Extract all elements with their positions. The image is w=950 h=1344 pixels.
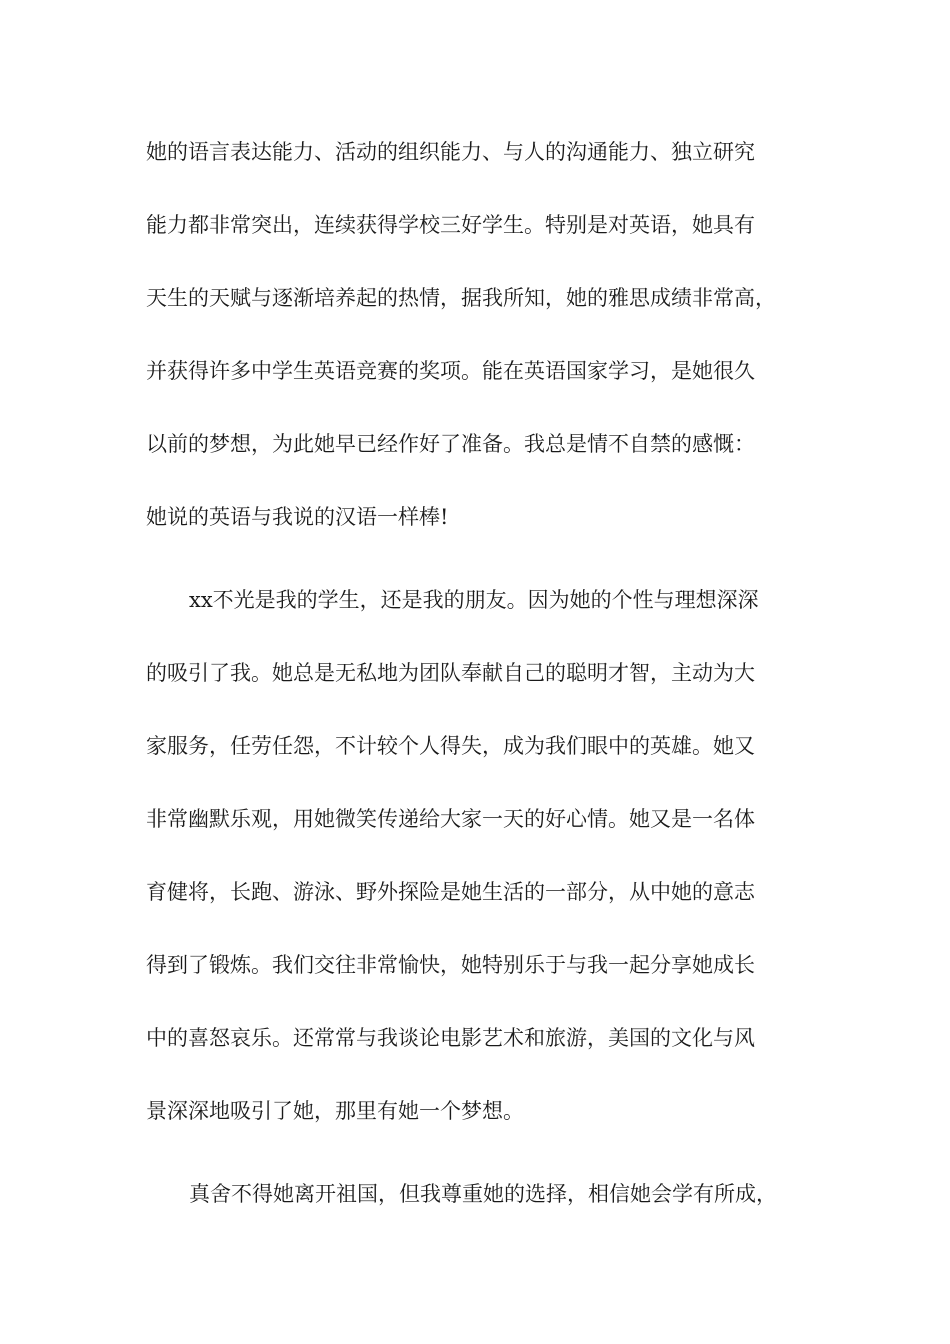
text-line-5: 以前的梦想，为此她早已经作好了准备。我总是情不自禁的感慨： (146, 432, 755, 456)
text-line-1: 她的语言表达能力、活动的组织能力、与人的沟通能力、独立研究 (146, 140, 755, 164)
text-line-7: xx不光是我的学生，还是我的朋友。因为她的个性与理想深深 (189, 588, 759, 612)
text-line-10: 非常幽默乐观，用她微笑传递给大家一天的好心情。她又是一名体 (146, 807, 755, 831)
text-line-4: 并获得许多中学生英语竞赛的奖项。能在英语国家学习，是她很久 (146, 359, 755, 383)
text-line-12: 得到了锻炼。我们交往非常愉快，她特别乐于与我一起分享她成长 (146, 953, 755, 977)
text-line-11: 育健将，长跑、游泳、野外探险是她生活的一部分，从中她的意志 (146, 880, 755, 904)
text-line-6: 她说的英语与我说的汉语一样棒! (146, 505, 449, 529)
text-line-15: 真舍不得她离开祖国，但我尊重她的选择，相信她会学有所成， (189, 1182, 777, 1206)
text-line-13: 中的喜怒哀乐。还常常与我谈论电影艺术和旅游，美国的文化与风 (146, 1026, 755, 1050)
text-line-2: 能力都非常突出，连续获得学校三好学生。特别是对英语，她具有 (146, 213, 755, 237)
text-line-8: 的吸引了我。她总是无私地为团队奉献自己的聪明才智，主动为大 (146, 661, 755, 685)
text-line-14: 景深深地吸引了她，那里有她一个梦想。 (146, 1099, 524, 1123)
text-line-9: 家服务，任劳任怨，不计较个人得失，成为我们眼中的英雄。她又 (146, 734, 755, 758)
text-line-3: 天生的天赋与逐渐培养起的热情，据我所知，她的雅思成绩非常高， (146, 286, 776, 310)
